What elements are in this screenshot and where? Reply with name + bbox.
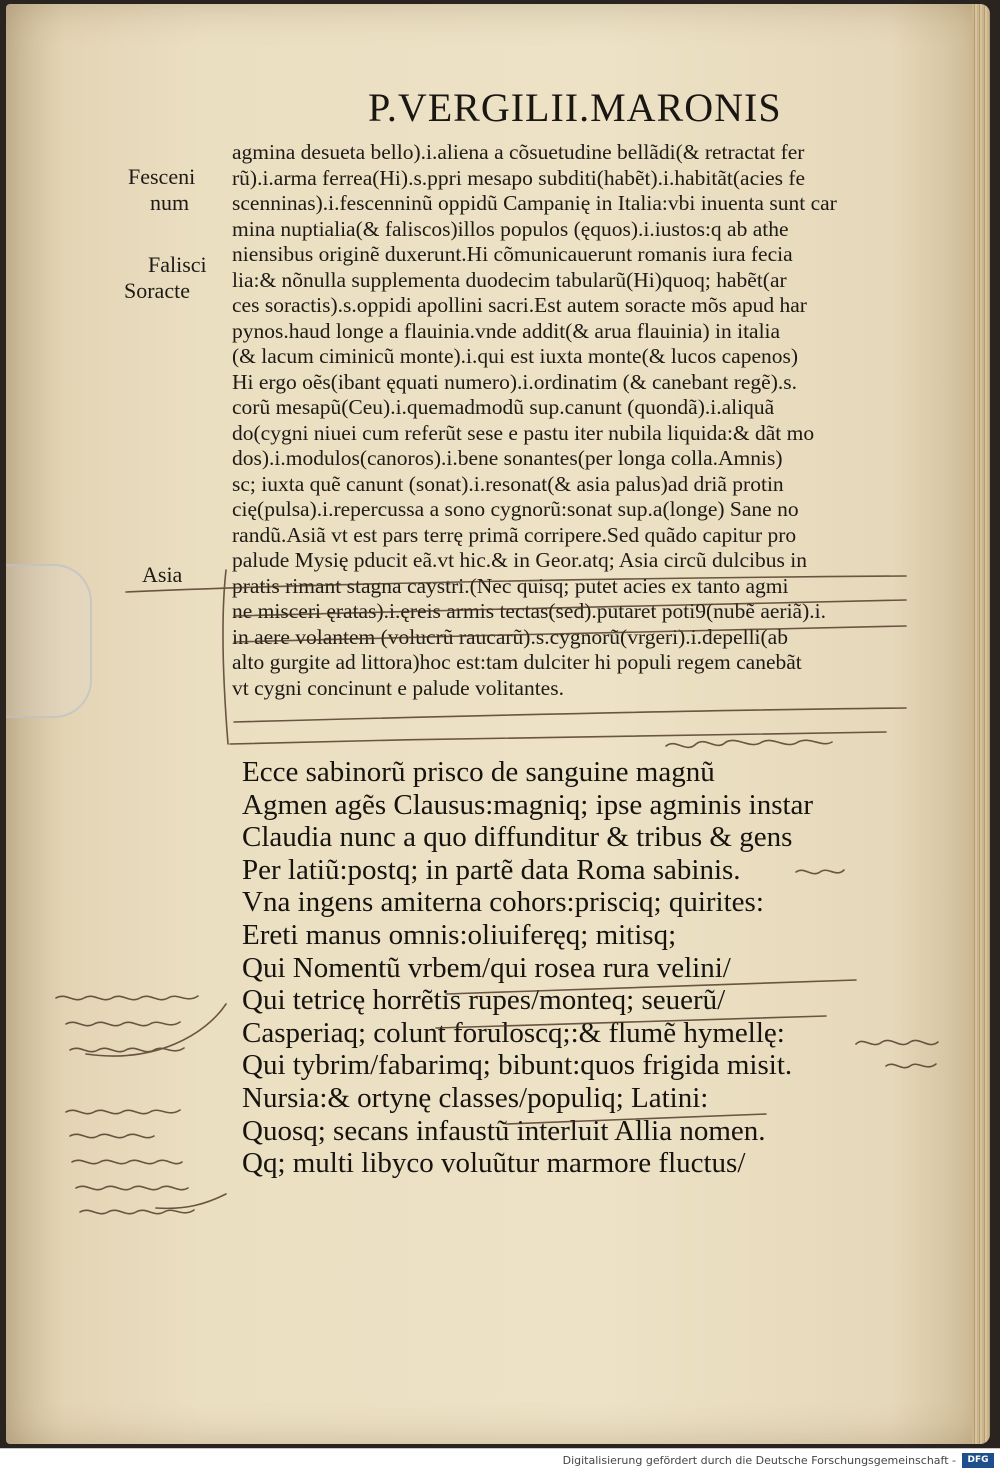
verse-line: Qui tybrim/fabarimq; bibunt:quos frigida misit.: [242, 1049, 793, 1082]
commentary-line: dos).i.modulos(canoros).i.bene sonantes(per longa colla.Amnis): [232, 446, 783, 470]
margin-gloss-soracte: Soracte: [124, 278, 190, 303]
funding-credit: Digitalisierung gefördert durch die Deutsche Forschungsgemeinschaft -: [562, 1454, 956, 1467]
commentary-line: (& lacum ciminicũ monte).i.qui est iuxta monte(& lucos capenos): [232, 344, 799, 368]
verse-line: Vna ingens amiterna cohors:prisciq; quirites:: [242, 886, 764, 919]
verse-line: Ecce sabinorũ prisco de sanguine magnũ: [242, 756, 715, 788]
verse-line: Quosq; secans infaustũ interluit Allia nomen.: [242, 1114, 766, 1147]
dfg-logo: DFG: [962, 1453, 994, 1468]
verse-line: Qui Nomentũ vrbem/qui rosea rura velini/: [242, 951, 731, 984]
commentary-line: corũ mesapũ(Ceu).i.quemadmodũ sup.canunt (quondã).i.aliquã: [232, 395, 775, 419]
commentary-line: niensibus originẽ duxerunt.Hi cõmunicauerunt romanis iura fecia: [232, 242, 793, 266]
handwritten-annotations: [6, 4, 990, 1444]
margin-gloss-asia: Asia: [142, 562, 183, 587]
commentary-line: Hi ergo oẽs(ibant ęquati numero).i.ordinatim (& canebant regẽ).s.: [232, 369, 797, 394]
commentary-line: randũ.Asiã vt est pars terrę primã corripere.Sed quãdo capitur pro: [232, 522, 797, 547]
commentary-line: lia:& nõnulla supplementa duodecim tabularũ(Hi)quoq; habẽt(ar: [232, 267, 787, 292]
commentary-line: alto gurgite ad littora)hoc est:tam dulciter hi populi regem canebãt: [232, 650, 802, 674]
verse-line: Nursia:& ortynę classes/populiq; Latini:: [242, 1081, 709, 1114]
commentary-line: ces soractis).s.oppidi apollini sacri.Est autem soracte mõs apud har: [232, 293, 807, 317]
commentary-line: sc; iuxta quẽ canunt (sonat).i.resonat(& asia palus)ad driã protin: [232, 471, 784, 496]
verse-line: Qq; multi libyco voluũtur marmore fluctus/: [242, 1147, 746, 1180]
verse-line: Ereti manus omnis:oliuiferęq; mitisq;: [242, 918, 677, 951]
verse-line: Agmen agẽs Clausus:magniq; ipse agminis instar: [242, 788, 814, 821]
commentary-line: pratis rimant stagna caystri.(Nec quisq; putet acies ex tanto agmi: [232, 573, 789, 598]
commentary-line: pynos.haud longe a flauinia.vnde addit(& arua flauinia) in italia: [232, 318, 781, 343]
verse-line: Claudia nunc a quo diffunditur & tribus & gens: [242, 821, 793, 854]
commentary-line: scenninas).i.fescenninũ oppidũ Campanię in Italia:vbi inuenta sunt car: [232, 191, 837, 215]
commentary-line: cię(pulsa).i.repercussa a sono cygnorũ:sonat sup.a(longe) Sane no: [232, 497, 799, 521]
commentary-line: do(cygni niuei cum referũt sese e pastu iter nubila liquida:& dãt mo: [232, 420, 815, 445]
commentary-line: vt cygni concinunt e palude volitantes.: [232, 675, 564, 700]
running-title: P.VERGILII.MARONIS: [368, 85, 782, 130]
commentary-line: palude Mysię pducit eã.vt hic.& in Geor.atq; Asia circũ dulcibus in: [232, 548, 807, 572]
margin-gloss-falisci: Falisci: [148, 252, 207, 277]
verse-line: Per latiũ:postq; in partẽ data Roma sabinis.: [242, 853, 741, 886]
commentary-line: agmina desueta bello).i.aliena a cõsuetudine bellãdi(& retractat fer: [232, 140, 805, 164]
book-page: [6, 4, 990, 1444]
commentary-line: rũ).i.arma ferrea(Hi).s.ppri mesapo subditi(habẽt).i.habitãt(acies fe: [232, 165, 806, 190]
verse-line: Casperiaq; colunt foruloscq;:& flumẽ hymellę:: [242, 1016, 785, 1049]
commentary-line: ne misceri ęratas).i.ęreis armis tectas(sed).putaret poti9(nubẽ aeriã).i.: [232, 599, 826, 623]
commentary-line: mina nuptialia(& faliscos)illos populos (ęquos).i.iustos:q ab athe: [232, 216, 789, 241]
margin-gloss-fescennium-1: Fesceni: [128, 164, 196, 189]
verse-line: Qui tetricę horrẽtis rupes/monteq; seuerũ/: [242, 984, 726, 1017]
commentary-line: in aere volantem (volucrũ raucarũ).s.cygnorũ(vrgeri).i.depelli(ab: [232, 624, 788, 649]
margin-gloss-fescennium-2: num: [150, 190, 190, 215]
footer-bar: [0, 1448, 1000, 1473]
